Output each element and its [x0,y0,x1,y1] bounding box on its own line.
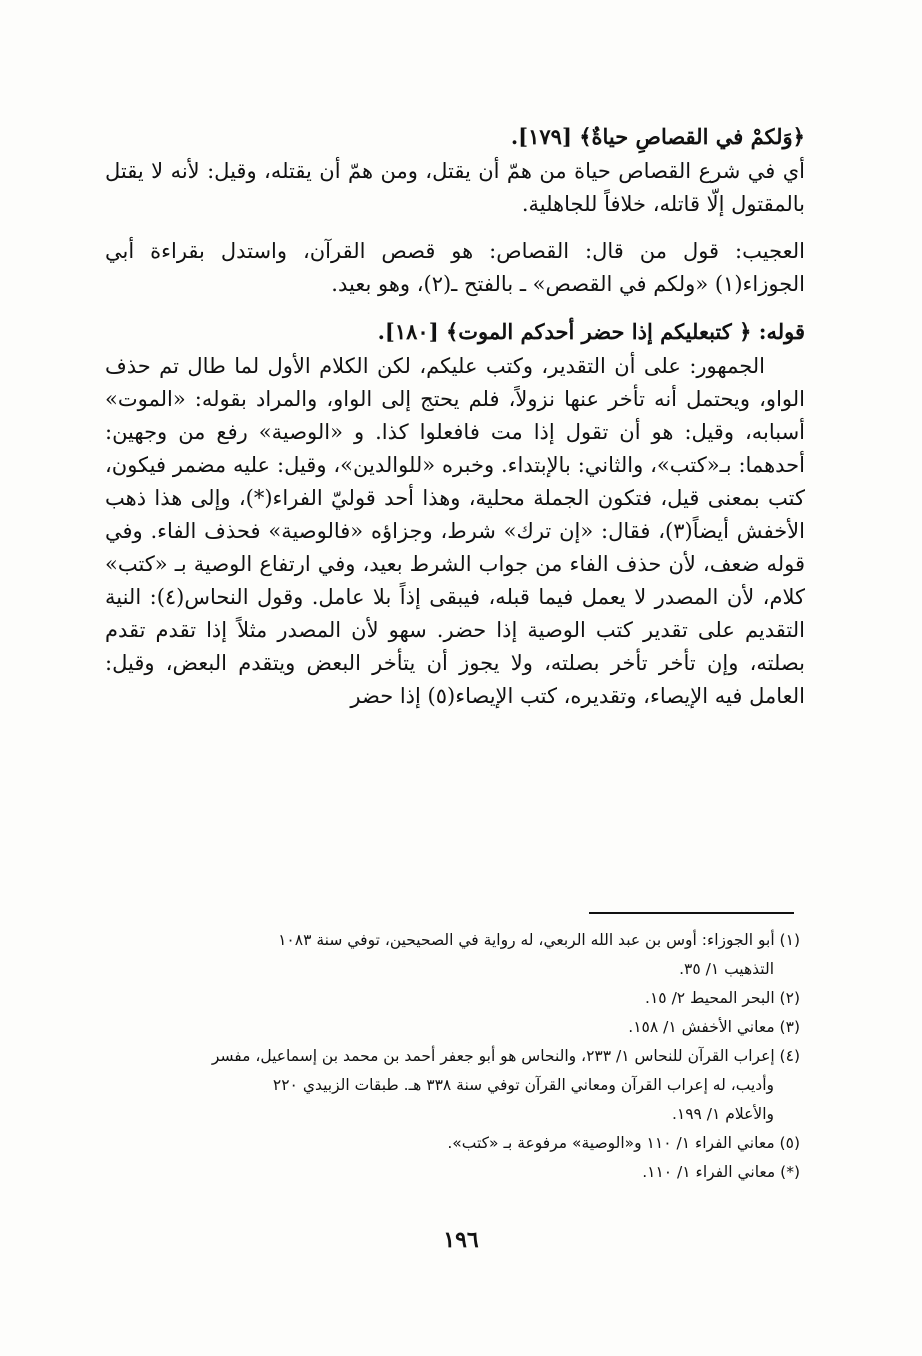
page-number: ١٩٦ [443,1227,479,1253]
paragraph-tafsir-179: أي في شرع القصاص حياة من همّ أن يقتل، ومن همّ أن يقتله، وقيل: لأنه لا يقتل بالمقتول إلّا قاتله، خلافاً للجاهلية. [105,159,805,216]
footnote-1: (١) أبو الجوزاء: أوس بن عبد الله الربعي، له رواية في الصحيحين، توفي سنة ١٠٨٣ [278,931,800,949]
footnote-3: (٣) معاني الأخفش ١/ ١٥٨. [628,1018,800,1036]
footnote-4: (٤) إعراب القرآن للنحاس ١/ ٢٣٣، والنحاس هو أبو جعفر أحمد بن محمد بن إسماعيل، مفسر [211,1047,800,1065]
paragraph-ajib: العجيب: قول من قال: القصاص: هو قصص القرآن، واستدل بقراءة أبي الجوزاء(١) «ولكم في القصص» ـ بالفتح ـ(٢)، وهو بعيد. [105,239,805,296]
paragraph-jumhur: الجمهور: على أن التقدير، وكتب عليكم، لكن الكلام الأول لما طال تم حذف الواو، ويحتمل أنه تأخر عنها نزولاً، فلم يحتج إلى الواو، والمراد بقوله: «الموت» أسبابه، وقيل: هو أن تقول إذا مت فافعلوا كذا. و «الوصية» رفع من وجهين: أحدهما: بـ«كتب»، والثاني: بالإبتداء. وخبره «للوالدين»، وقيل: عليه مضمر فيكون، كتب بمعنى قيل، فتكون الجملة محلية، وهذا أحد قوليّ الفراء(*)، وإلى هذا ذهب الأخفش أيضاً(٣)، فقال: «إن ترك» شرط، وجزاؤه «فالوصية» فحذف الفاء. وفي قوله ضعف، لأن حذف الفاء من جواب الشرط بعيد، وفي ارتفاع الوصية بـ «كتب» كلام، لأن المصدر لا يعمل فيما قبله، فيبقى إذاً بلا عامل. وقول النحاس(٤): النية التقديم على تقدير كتب الوصية إذا حضر. سهو لأن المصدر مثلاً إذا تقدم تقدم بصلته، وإن تأخر تأخر بصلته، ولا يجوز أن يتأخر البعض ويتقدم البعض، وقيل: العامل فيه الإيصاء، وتقديره، كتب الإيصاء(٥) إذا حضر [105,354,805,708]
footnote-4-continued: وأديب، له إعراب القرآن ومعاني القرآن توفي سنة ٣٣٨ هـ. طبقات الزبيدي ٢٢٠ [272,1076,774,1094]
verse-heading-180: قوله: ﴿ كتبعليكم إذا حضر أحدكم الموت﴾ [١٨٠]. [377,319,805,344]
main-text [105,120,805,713]
verse-heading-179: ﴿وَلكمْ في القصاصِ حياةٌ﴾ [١٧٩]. [510,124,805,149]
footnote-5: (٥) معاني الفراء ١/ ١١٠ و«الوصية» مرفوعة بـ «كتب». [447,1134,800,1152]
footnote-1-continued: التذهيب ١/ ٣٥. [679,960,774,978]
footnote-star: (*) معاني الفراء ١/ ١١٠. [642,1163,800,1181]
footnote-2: (٢) البحر المحيط ٢/ ١٥. [645,989,800,1007]
footnote-separator [589,912,794,914]
footnote-4-continued-2: والأعلام ١/ ١٩٩. [671,1105,774,1123]
footnotes [100,926,800,1187]
